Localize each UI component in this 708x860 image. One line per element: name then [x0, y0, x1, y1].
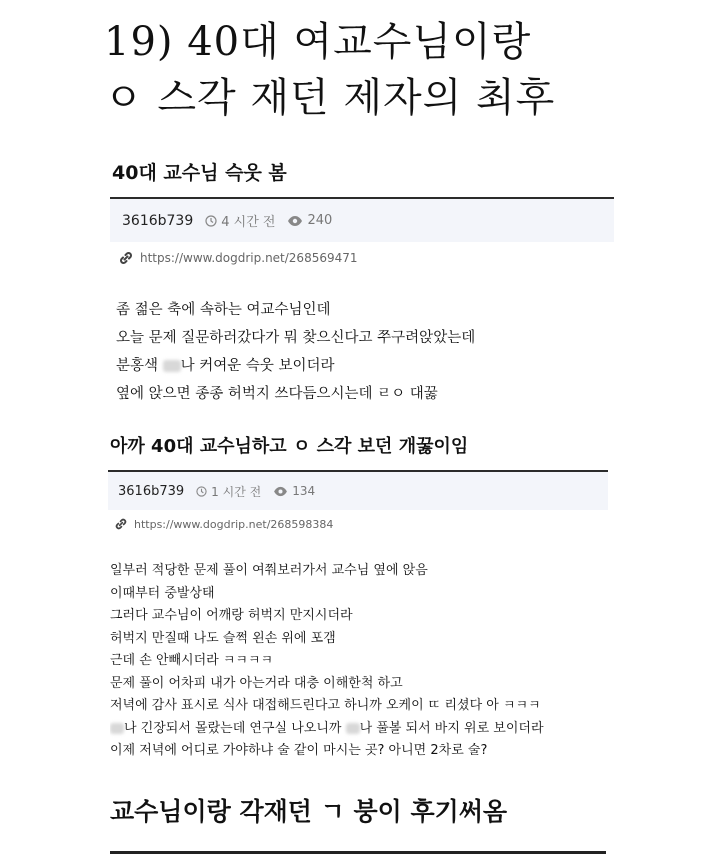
- post-2-time-label: 1 시간 전: [211, 484, 262, 499]
- post-2-title[interactable]: 아까 40대 교수님하고 ㅇ 스각 보던 개꿇이임: [110, 436, 469, 457]
- eye-icon: [273, 486, 288, 497]
- post-1-body: [116, 296, 475, 408]
- post-1-line: 좀 젊은 축에 속하는 여교수님인데: [116, 302, 331, 318]
- post-1-line: 분홍색 나 커여운 슥웃 보이더라: [116, 358, 335, 374]
- post-2-line: 근데 손 안빼시더라 ㅋㅋㅋㅋ: [110, 653, 274, 668]
- post-2-line: 나 긴장되서 몰랐는데 연구실 나오니까 나 풀볼 되서 바지 위로 보이더라: [110, 718, 608, 741]
- post-1-meta-bar: [110, 197, 614, 242]
- post-2-body: [110, 560, 608, 763]
- post-3-divider: [110, 851, 606, 854]
- post-2-line: 이때부터 중발상태: [110, 585, 215, 601]
- post-2-line: 그러다 교수님이 어깨랑 허벅지 만지시더라: [110, 608, 353, 623]
- post-2-views: [273, 484, 315, 498]
- post-1-url-text[interactable]: https://www.dogdrip.net/268569471: [140, 251, 358, 265]
- post-2-url-text[interactable]: https://www.dogdrip.net/268598384: [134, 517, 334, 531]
- post-2-line: 문제 풀이 어차피 내가 아는거라 대충 이해한척 하고: [110, 675, 403, 691]
- censor-blur: [110, 723, 124, 734]
- post-1-views: [287, 213, 332, 228]
- headline-line-1: 19) 40대 여교수님이랑: [104, 19, 532, 65]
- post-1-views-count: 240: [307, 213, 333, 228]
- video-headline: [104, 14, 555, 126]
- post-1-line: 옆에 앉으면 종종 허벅지 쓰다듬으시는데 ㄹㅇ 대꿇: [116, 386, 438, 402]
- clock-icon: [205, 215, 217, 227]
- link-icon: [114, 517, 128, 531]
- post-2-author[interactable]: 3616b739: [118, 483, 185, 499]
- post-2-line: 일부러 적당한 문제 풀이 여쭤보러가서 교수님 옆에 앉음: [110, 563, 428, 578]
- post-1-url[interactable]: [118, 250, 358, 266]
- post-2-time: [196, 483, 261, 500]
- clock-icon: [196, 486, 207, 497]
- headline-line-2: ㅇ 스각 재던 제자의 최후: [104, 75, 556, 121]
- post-2-views-count: 134: [292, 484, 316, 498]
- post-2-url[interactable]: [114, 517, 333, 531]
- post-1-line: 오늘 문제 질문하러갔다가 뭐 찾으신다고 쭈구려앉았는데: [116, 330, 476, 346]
- post-1-time: [205, 211, 275, 230]
- link-icon: [118, 250, 134, 266]
- post-1-time-label: 4 시간 전: [221, 215, 276, 230]
- post-1-title[interactable]: 40대 교수님 슥웃 봄: [112, 162, 287, 184]
- post-2-line: 저녁에 감사 표시로 식사 대접해드린다고 하니까 오케이 ㄸ 리셨다 아 ㅋㅋㅋ: [110, 698, 541, 713]
- post-3-title[interactable]: 교수님이랑 각재던 ㄱ 붕이 후기써옴: [110, 797, 508, 826]
- censor-blur: [346, 723, 360, 734]
- post-2-meta-bar: [108, 470, 608, 510]
- post-2-line: 이제 저녁에 어디로 가야하냐 술 같이 마시는 곳? 아니면 2차로 술?: [110, 743, 488, 758]
- eye-icon: [287, 215, 303, 227]
- censor-blur: [163, 360, 181, 372]
- post-1-author[interactable]: 3616b739: [122, 212, 194, 229]
- post-2-line: 허벅지 만질때 나도 슬쩍 왼손 위에 포갬: [110, 630, 336, 646]
